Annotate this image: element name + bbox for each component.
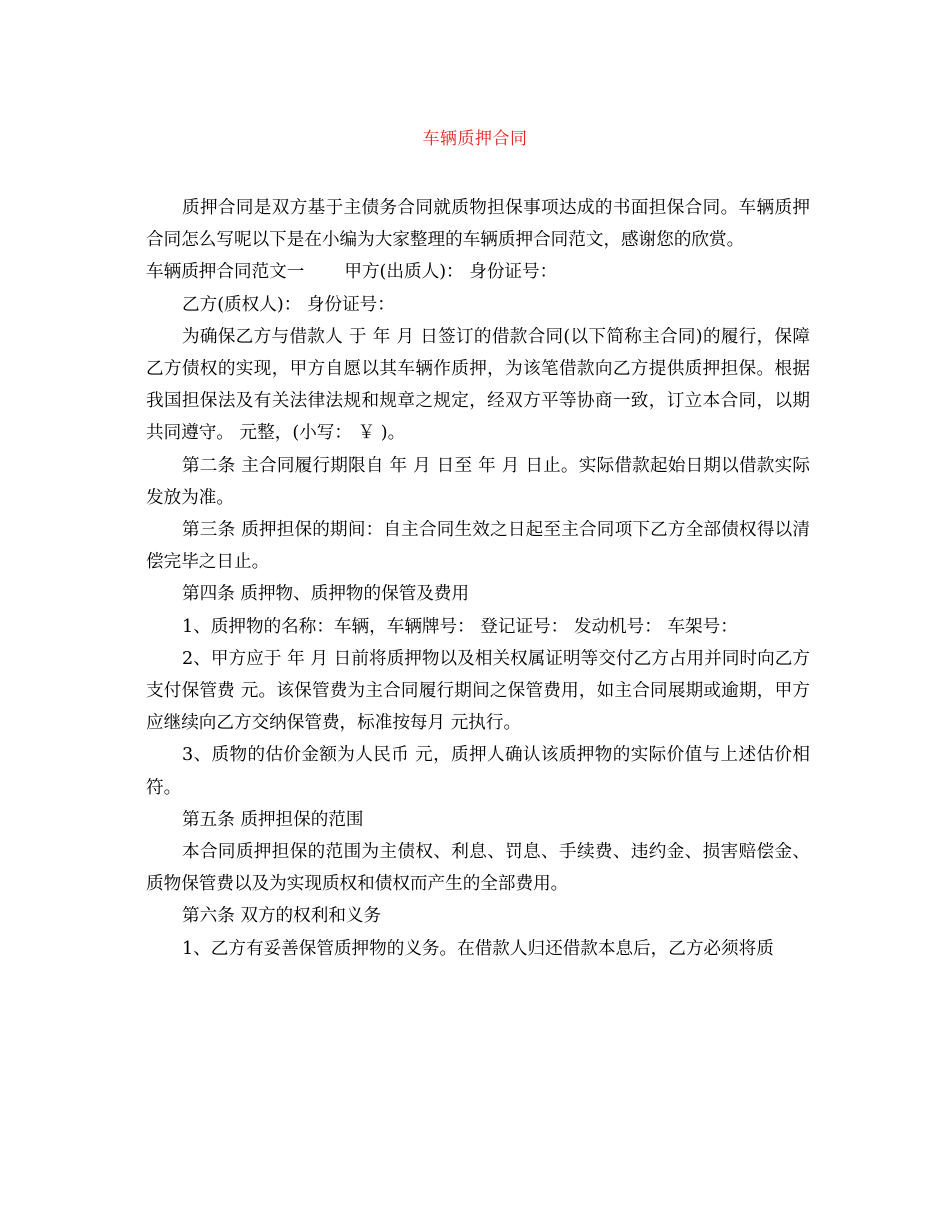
document-title: 车辆质押合同: [422, 129, 528, 149]
article-4-heading: 第四条 质押物、质押物的保管及费用: [182, 584, 470, 605]
party-b-line: 乙方(质权人)： 身份证号：: [182, 294, 395, 315]
article-4-item-3: 3、质物的估价金额为人民币 元，质押人确认该质押物的实际价值与上述估价相符。: [146, 745, 810, 798]
article-5-heading: 第五条 质押担保的范围: [182, 809, 364, 830]
article-5-text: 本合同质押担保的范围为主债权、利息、罚息、手续费、违约金、损害赔偿金、质物保管费以及为实现质权和债权而产生的全部费用。: [146, 842, 810, 895]
sample-heading-line: [146, 256, 810, 288]
article-4-item-1: 1、质押物的名称：车辆，车辆牌号： 登记证号： 发动机号： 车架号：: [182, 616, 738, 637]
article-4-item-2: 2、甲方应于 年 月 日前将质押物以及相关权属证明等交付乙方占用并同时向乙方支付保管费 元。该保管费为主合同履行期间之保管费用，如主合同展期或逾期，甲方应继续向乙方交纳保管费，标准按每月 元执行。: [146, 648, 810, 734]
article-3: 第三条 质押担保的期间：自主合同生效之日起至主合同项下乙方全部债权得以清偿完毕之日止。: [146, 520, 810, 573]
article-2: 第二条 主合同履行期限自 年 月 日至 年 月 日止。实际借款起始日期以借款实际发放为准。: [146, 455, 810, 508]
article-6-item-1: 1、乙方有妥善保管质押物的义务。在借款人归还借款本息后，乙方必须将质: [182, 938, 774, 959]
document-body: [146, 192, 810, 965]
preamble-paragraph: 为确保乙方与借款人 于 年 月 日签订的借款合同(以下简称主合同)的履行，保障乙方债权的实现，甲方自愿以其车辆作质押，为该笔借款向乙方提供质押担保。根据我国担保法及有关法律法规和规章之规定，经双方平等协商一致，订立本合同，以期共同遵守。 元整，(小写： ￥ )。: [146, 326, 810, 444]
party-a-line: 甲方(出质人)： 身份证号：: [344, 262, 558, 283]
intro-paragraph: 质押合同是双方基于主债务合同就质物担保事项达成的书面担保合同。车辆质押合同怎么写呢以下是在小编为大家整理的车辆质押合同范文，感谢您的欣赏。: [146, 198, 810, 251]
sample-heading: 车辆质押合同范文一: [146, 262, 305, 283]
heading-spacer: [304, 256, 344, 288]
article-6-heading: 第六条 双方的权利和义务: [182, 906, 382, 927]
